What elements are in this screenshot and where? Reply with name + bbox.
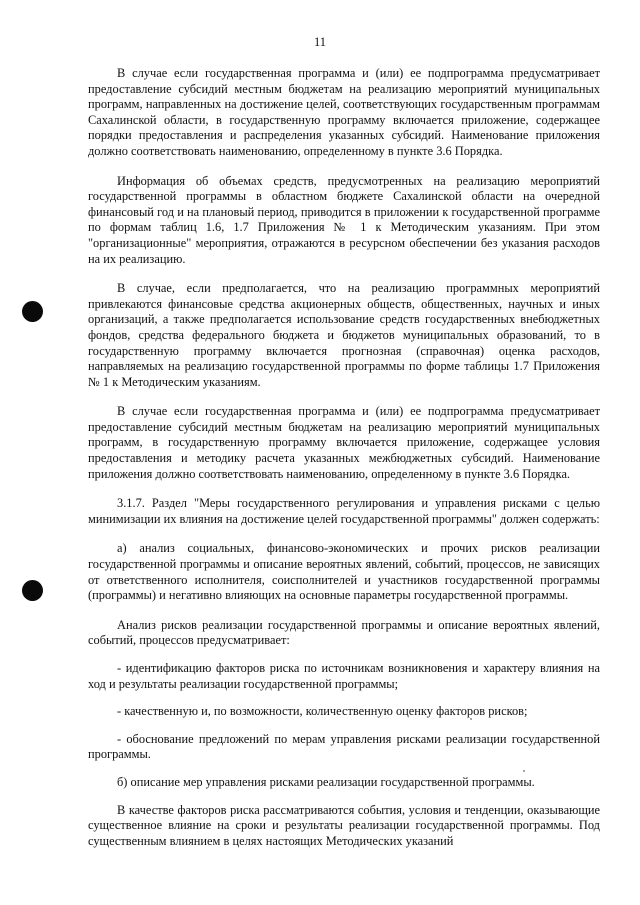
list-item-identification: - идентификацию факторов риска по источникам возникновения и характеру влияния на ход и результаты реализации государственной программы; [88, 661, 600, 691]
paragraph-funding-info: Информация об объемах средств, предусмотренных на реализацию мероприятий государственной программы в областном бюджете Сахалинской области на очередной финансовый год и на плановый период, приводится в приложении к государственной программе по формам таблиц 1.6, 1.7 Приложения № 1 к Методическим указаниям. При этом "организационные" мероприятия, отражаются в ресурсном обеспечении без указания расходов на их реализацию. [88, 173, 600, 266]
paragraph-risk-analysis: Анализ рисков реализации государственной программы и описание вероятных явлений, событий, процессов предусматривает: [88, 617, 600, 648]
paragraph-section-3-1-7: 3.1.7. Раздел "Меры государственного регулирования и управления рисками с целью минимизации их влияния на достижение целей государственной программы" должен содержать: [88, 496, 600, 526]
paragraph-item-a: а) анализ социальных, финансово-экономических и прочих рисков реализации государственной программы и описание вероятных явлений, событий, процессов, не зависящих от ответственного исполнителя, соисполнителей и участников государственной программы (программы) и негативно влияющих на основные параметры государственной программы. [88, 541, 600, 603]
paragraph-external-funding: В случае, если предполагается, что на реализацию программных мероприятий привлекаются финансовые средства акционерных обществ, общественных, научных и иных организаций, а также предполагается использование средств государственных внебюджетных фондов, средства федерального бюджета и бюджетов муниципальных образований, то в государственную программу включается прогнозная (справочная) оценка расходов, направляемых на реализацию государственной программы по форме таблицы 1.7 Приложения № 1 к Методическим указаниям. [88, 281, 600, 389]
list-item-justification: - обоснование предложений по мерам управления рисками реализации государственной программы. [88, 731, 600, 762]
punch-hole-bottom [22, 580, 43, 601]
list-item-assessment: - качественную и, по возможности, количественную оценку факторов рисков; [117, 704, 528, 719]
paragraph-risk-factors: В качестве факторов риска рассматриваются события, условия и тенденции, оказывающие существенное влияние на сроки и результаты реализации государственной программы. Под существенным влиянием в целях настоящих Методических указаний [88, 802, 600, 848]
page-number: 11 [313, 35, 327, 49]
paragraph-subsidies-procedure: В случае если государственная программа и (или) ее подпрограмма предусматривает предоставление субсидий местным бюджетам на реализацию мероприятий муниципальных программ, направленных на достижение целей, соответствующих государственным программам Сахалинской области, в государственную программу включается приложение, содержащее порядки предоставления и распределения указанных субсидий. Наименование приложения должно соответствовать наименованию, определенному в пункте 3.6 Порядка. [88, 66, 600, 158]
document-body [88, 66, 600, 863]
punch-hole-top [22, 301, 43, 322]
paragraph-subsidies-conditions: В случае если государственная программа и (или) ее подпрограмма предусматривает предоставление субсидий местным бюджетам на реализацию мероприятий муниципальных программ, в государственную программу включается приложение, содержащее условия предоставления и методику расчета указанных межбюджетных субсидий. Наименование приложения должно соответствовать наименованию, определенному в пункте 3.6 Порядка. [88, 404, 600, 481]
paragraph-item-b: б) описание мер управления рисками реализации государственной программы. [117, 774, 535, 789]
